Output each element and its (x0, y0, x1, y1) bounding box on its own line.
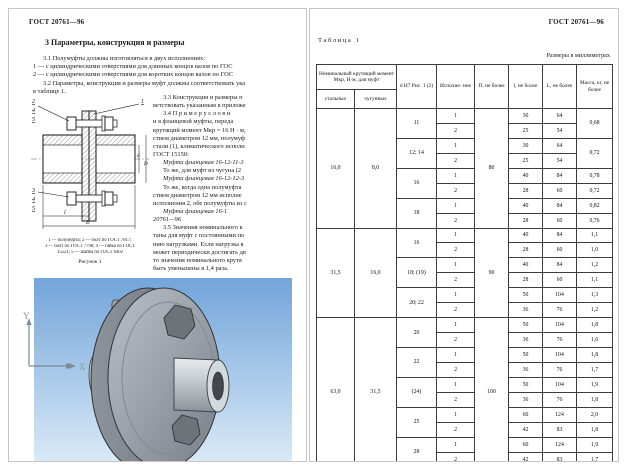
text-line: и я фланцевой муфты, переда (153, 118, 234, 126)
cell-d: 28 (397, 437, 437, 462)
cell-l: 50 (509, 377, 543, 392)
cell-L: 124 (543, 437, 577, 452)
cell-exec: 1 (437, 348, 475, 363)
cell-exec: 1 (437, 109, 475, 124)
cell-d: (24) (397, 377, 437, 407)
cell-l: 30 (509, 109, 543, 124)
text-line: То же, когда одна полумуфта (163, 183, 242, 191)
cell-mass: 0,72 (577, 138, 613, 168)
cell-d: 22 (397, 348, 437, 378)
cell-l: 42 (509, 452, 543, 462)
cell-torque-steel: 63,0 (317, 318, 355, 462)
col-header-iron: чугунных (355, 90, 397, 109)
cell-l: 60 (509, 407, 543, 422)
page-header-left: ГОСТ 20761—96 (29, 18, 85, 26)
cell-torque-steel: 31,5 (317, 228, 355, 318)
cell-mass: 1,3 (577, 288, 613, 303)
cell-L: 83 (543, 452, 577, 462)
intro-line: в таблице 1. (33, 87, 66, 95)
cell-exec: 1 (437, 258, 475, 273)
text-line: стием диаметром 12 мм, полумуф (153, 134, 246, 142)
dim-d-label: d (137, 154, 140, 159)
col-header-l: l, не более (509, 65, 543, 109)
cell-mass: 1,7 (577, 452, 613, 462)
cell-exec: 1 (437, 377, 475, 392)
cell-exec: 1 (437, 407, 475, 422)
page-header-right: ГОСТ 20761—96 (548, 18, 604, 26)
cell-exec: 1 (437, 228, 475, 243)
cell-exec: 2 (437, 362, 475, 377)
cell-exec: 2 (437, 333, 475, 348)
col-header-mass: Масса, кг, не более (577, 65, 613, 109)
cell-mass: 1,6 (577, 333, 613, 348)
flange-coupling-section-drawing (29, 97, 151, 237)
cell-torque-iron: 8,0 (355, 109, 397, 229)
cell-l: 50 (509, 288, 543, 303)
cell-exec: 2 (437, 213, 475, 228)
cell-mass: 1,0 (577, 243, 613, 258)
cell-L: 60 (543, 243, 577, 258)
text-line: 20761—96 (153, 216, 182, 224)
text-line: то значения номинального крутя (153, 256, 242, 264)
cell-torque-steel: 16,0 (317, 109, 355, 229)
callout-2: 2 (32, 99, 35, 105)
cell-L: 76 (543, 362, 577, 377)
cell-exec: 1 (437, 318, 475, 333)
cell-L: 84 (543, 258, 577, 273)
cell-L: 84 (543, 228, 577, 243)
callout-3: 3 (32, 188, 35, 194)
intro-line: 3.1 Полумуфты должны изготовляться в двух исполнениях: (43, 55, 205, 62)
dimensions-table (316, 64, 613, 462)
cell-exec: 2 (437, 303, 475, 318)
cell-D: 80 (475, 109, 509, 229)
cell-mass: 0,82 (577, 198, 613, 213)
text-line: может периодически достигать дв (153, 248, 246, 256)
text-line: 3.3 Конструкция и размеры п (163, 94, 243, 101)
left-page (8, 8, 307, 462)
cell-torque-iron: 16,0 (355, 228, 397, 318)
table-header-row (317, 65, 613, 90)
dim-l-label: l (64, 210, 66, 216)
text-line: ветствовать указанным в приложе (153, 102, 246, 110)
intro-paragraphs (33, 55, 305, 96)
cell-L: 64 (543, 109, 577, 124)
cell-d: 20; 22 (397, 288, 437, 318)
cell-exec: 2 (437, 123, 475, 138)
cell-d: 25 (397, 407, 437, 437)
text-line: быть уменьшены в 1,4 раза. (153, 264, 229, 272)
cell-L: 104 (543, 318, 577, 333)
cell-mass: 0,78 (577, 168, 613, 183)
cell-d: 12; 14 (397, 138, 437, 168)
cell-L: 54 (543, 123, 577, 138)
cell-l: 28 (509, 243, 543, 258)
text-line: 3.5 Значения номинального к (163, 224, 243, 232)
cell-l: 40 (509, 228, 543, 243)
cell-l: 36 (509, 303, 543, 318)
table-label: Таблица 1 (318, 37, 361, 44)
cell-L: 76 (543, 303, 577, 318)
caption-line: 3 — болт по ГОСТ 7798; 4 — гайка по ГОСТ (44, 243, 136, 249)
cell-l: 25 (509, 123, 543, 138)
cell-L: 76 (543, 333, 577, 348)
cell-mass: 1,7 (577, 362, 613, 377)
intro-line: 2 — с цилиндрическими отверстиями для коротких концов валов по ГОС (33, 71, 234, 79)
cell-exec: 2 (437, 153, 475, 168)
text-line: 3.4 П р и м е р у с л о в н (163, 110, 231, 118)
cell-exec: 1 (437, 198, 475, 213)
cell-l: 60 (509, 437, 543, 452)
text-line: стали (1), климатического исполн (153, 142, 245, 150)
cell-l: 40 (509, 258, 543, 273)
cell-l: 28 (509, 183, 543, 198)
cell-mass: 0,68 (577, 109, 613, 139)
text-line: исполнения 2, обе полумуфты из с (153, 199, 247, 207)
axis-indicator-icon (21, 309, 91, 379)
body-text-column (153, 94, 305, 273)
cell-l: 28 (509, 273, 543, 288)
cell-l: 40 (509, 198, 543, 213)
axis-y-label: Y (23, 311, 30, 321)
cell-L: 84 (543, 198, 577, 213)
cell-mass: 1,1 (577, 228, 613, 243)
cell-exec: 1 (437, 168, 475, 183)
cell-D: 100 (475, 318, 509, 462)
text-line: крутящий момент Мкр = 16 Н · м, (153, 126, 246, 134)
cell-exec: 2 (437, 273, 475, 288)
cell-mass: 1,8 (577, 348, 613, 363)
text-line: Муфта фланцевая 16-12-11-3 (163, 159, 244, 167)
cell-d: 16 (397, 228, 437, 258)
cell-exec: 1 (437, 437, 475, 452)
cell-exec: 2 (437, 422, 475, 437)
cell-L: 84 (543, 168, 577, 183)
cell-D: 90 (475, 228, 509, 318)
figure-caption (23, 238, 157, 265)
cell-exec: 2 (437, 243, 475, 258)
text-line: Муфта фланцевая 16-1 (163, 207, 228, 215)
cell-L: 60 (543, 273, 577, 288)
callout-1: 1 (141, 99, 144, 105)
cell-L: 60 (543, 183, 577, 198)
cell-exec: 1 (437, 138, 475, 153)
units-note: Размеры в миллиметрах (546, 52, 610, 59)
table-row (317, 228, 613, 243)
cell-L: 104 (543, 377, 577, 392)
cell-d: 16 (397, 168, 437, 198)
caption-line: 1 — полумуфта; 2 — болт по ГОСТ 7817; (48, 238, 132, 243)
cell-L: 60 (543, 213, 577, 228)
cell-L: 83 (543, 422, 577, 437)
cell-l: 50 (509, 348, 543, 363)
axis-x-label: X (79, 362, 86, 372)
right-page (309, 8, 619, 462)
cell-L: 104 (543, 288, 577, 303)
cell-l: 25 (509, 153, 543, 168)
cell-d: 18 (397, 198, 437, 228)
cell-L: 54 (543, 153, 577, 168)
text-line: Муфта фланцевая 16-12-12-3 (163, 175, 245, 183)
text-line: стием диаметром 12 мм исполне (153, 191, 242, 199)
cell-d: 11 (397, 109, 437, 139)
cell-l: 40 (509, 168, 543, 183)
text-line: нию нагрузками. Если нагрузка я (153, 240, 244, 248)
intro-line: 1 — с цилиндрическими отверстиями для длинных концов валов по ГОС (33, 63, 233, 71)
table-row (317, 109, 613, 124)
cell-exec: 2 (437, 183, 475, 198)
cell-exec: 1 (437, 288, 475, 303)
cell-L: 104 (543, 348, 577, 363)
cell-mass: 1,9 (577, 377, 613, 392)
callout-5: 5 (32, 117, 35, 123)
cell-mass: 1,2 (577, 258, 613, 273)
cell-mass: 2,0 (577, 407, 613, 422)
col-header-D: D, не более (475, 65, 509, 109)
caption-line: 15521; 5 — шайба по ГОСТ 6402 (56, 249, 123, 255)
col-header-L: L, не более (543, 65, 577, 109)
col-header-torque: Номинальный крутящий момент Мкр, Н·м, для муфт (317, 65, 397, 90)
cell-mass: 1,8 (577, 422, 613, 437)
dim-L-label: L (86, 220, 90, 226)
cell-l: 36 (509, 333, 543, 348)
cell-l: 42 (509, 422, 543, 437)
cell-l: 30 (509, 138, 543, 153)
cell-mass: 1,9 (577, 437, 613, 452)
cell-mass: 1,1 (577, 273, 613, 288)
section-title: 3 Параметры, конструкция и размеры (45, 38, 185, 47)
table-row (317, 318, 613, 333)
cell-d: 18; (19) (397, 258, 437, 288)
cell-L: 64 (543, 138, 577, 153)
col-header-steel: стальных (317, 90, 355, 109)
intro-line: 3.2 Параметры, конструкция и размеры муфт должны соответствовать ука (43, 79, 246, 87)
text-line: ГОСТ 15150: (153, 150, 189, 158)
cell-d: 20 (397, 318, 437, 348)
dim-D-label: D (144, 162, 148, 167)
cell-mass: 0,72 (577, 183, 613, 198)
cell-mass: 1,8 (577, 392, 613, 407)
text-line: То же, для муфт из чугуна (2 (163, 167, 242, 175)
callout-4b: 4 (32, 197, 35, 203)
cell-exec: 2 (437, 452, 475, 462)
cell-L: 124 (543, 407, 577, 422)
cell-exec: 2 (437, 392, 475, 407)
col-header-d: d H7 Рис. 1 (2) (397, 65, 437, 109)
cell-l: 36 (509, 392, 543, 407)
figure-label: Рисунок 1 (78, 258, 102, 265)
cell-l: 28 (509, 213, 543, 228)
cell-l: 36 (509, 362, 543, 377)
callout-4: 4 (32, 108, 35, 114)
cell-torque-iron: 31,5 (355, 318, 397, 462)
cell-L: 76 (543, 392, 577, 407)
callout-5b: 5 (32, 206, 35, 212)
col-header-exec: Исполне- ние (437, 65, 475, 109)
cell-mass: 1,8 (577, 318, 613, 333)
cell-l: 50 (509, 318, 543, 333)
text-line: таны для муфт с постоянными по (153, 232, 245, 240)
cell-mass: 0,76 (577, 213, 613, 228)
cell-mass: 1,2 (577, 303, 613, 318)
